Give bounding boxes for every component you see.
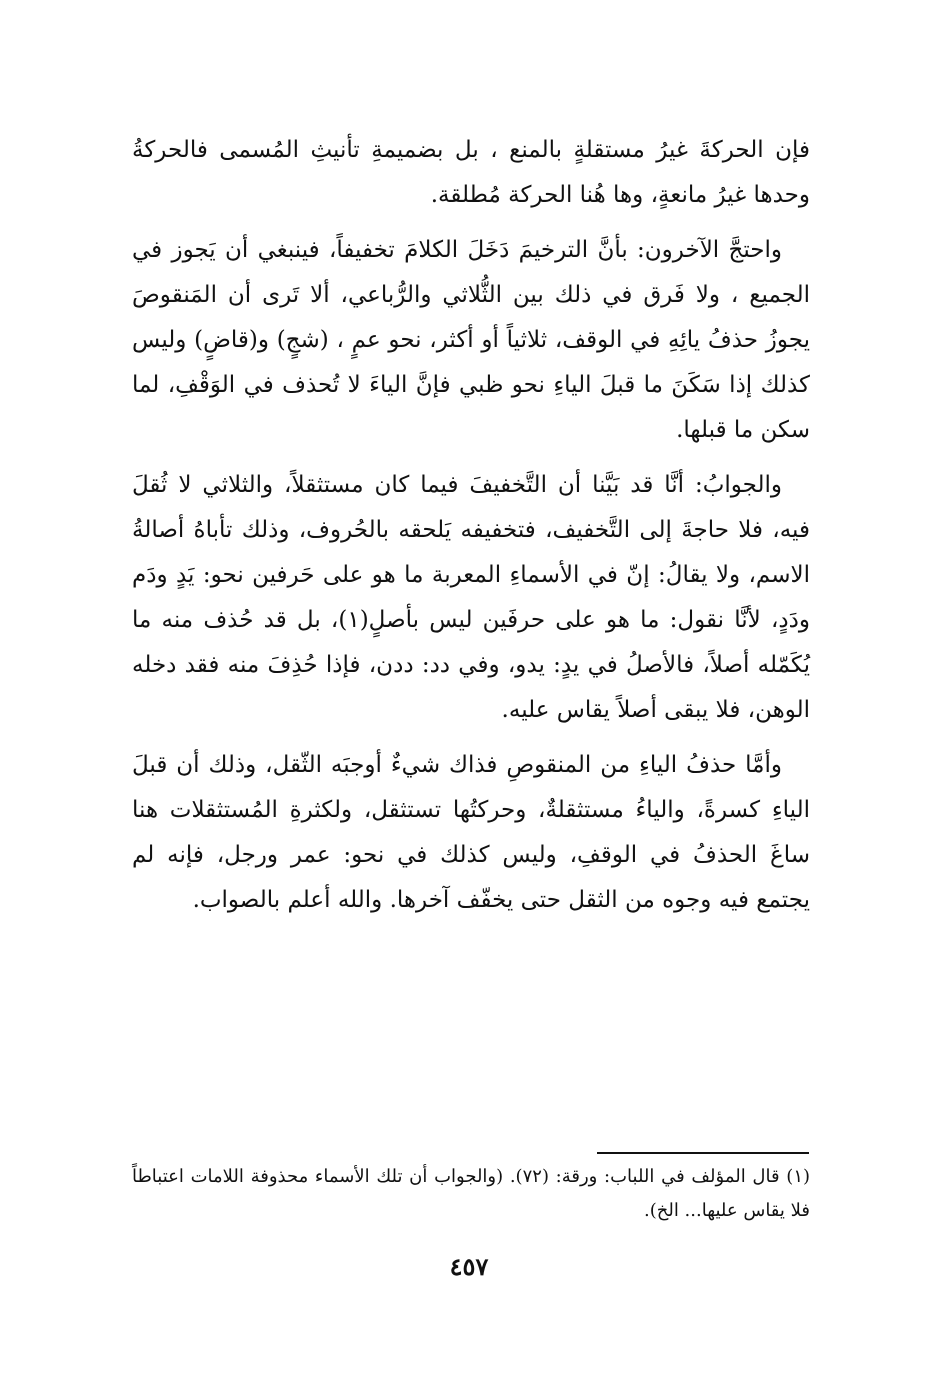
footnote-1: (١) قال المؤلف في اللباب: ورقة: (٧٢). (والجواب أن تلك الأسماء محذوفة اللامات اعتباطاً فلا يقاس عليها... الخ). [132, 1166, 811, 1221]
page-number: ٤٥٧ [449, 1252, 489, 1281]
paragraph-4: وأمَّا حذفُ الياءِ من المنقوصِ فذاك شيءٌ أوجبَه الثّقل، وذلك أن قبلَ الياءِ كسرةً، والياءُ مستثقلةٌ، وحركتُها تستثقل، ولكثرةِ المُستثقلات هنا ساغَ الحذفُ في الوقفِ، وليس كذلك في نحو: عمر ورجل، فإنه لم يجتمع فيه وجوه من الثقل حتى يخفّف آخرها. والله أعلم بالصواب. [132, 752, 810, 913]
paragraph-2: واحتجَّ الآخرون: بأنَّ الترخيمَ دَخَلَ الكلامَ تخفيفاً، فينبغي أن يَجوز في الجميع ، ولا فَرق في ذلك بين الثُّلاثي والرُّباعي، ألا تَرى أن المَنقوصَ يجوزُ حذفُ يائِهِ في الوقف، ثلاثياً أو أكثر، نحو عمٍ ، (شجٍ) و(قاضٍ) وليس كذلك إذا سَكَنَ ما قبلَ الياءِ نحو ظبي فإنَّ الياءَ لا تُحذف في الوَقْفِ، لما سكن ما قبلها. [132, 237, 810, 443]
main-text [132, 128, 810, 933]
paragraph-3: والجوابُ: أنَّا قد بَيَّنا أن التَّخفيفَ فيما كان مستثقلاً، والثلاثي لا ثُقلَ فيه، فلا حاجةَ إلى التَّخفيف، فتخفيفه يَلحقه بالحُروف، وذلك تأباهُ أصالةُ الاسم، ولا يقالُ: إنّ في الأسماءِ المعربة ما هو على حَرفين نحو: يَدٍ ودَم ودَدٍ، لأنَّا نقول: ما هو على حرفَين ليس بأصلٍ(١)، بل قد حُذف منه ما يُكَمّله أصلاً، فالأصلُ في يدٍ: يدو، وفي دد: ددن، فإذا حُذِفَ منه فقد دخله الوهن، فلا يبقى أصلاً يقاس عليه. [132, 472, 810, 723]
footnote-divider [597, 1152, 809, 1154]
paragraph-1: فإن الحركةَ غيرُ مستقلةٍ بالمنع ، بل بضميمةِ تأنيثِ المُسمى فالحركةُ وحدها غيرُ مانعةٍ، وها هُنا الحركة مُطلقة. [132, 137, 810, 208]
